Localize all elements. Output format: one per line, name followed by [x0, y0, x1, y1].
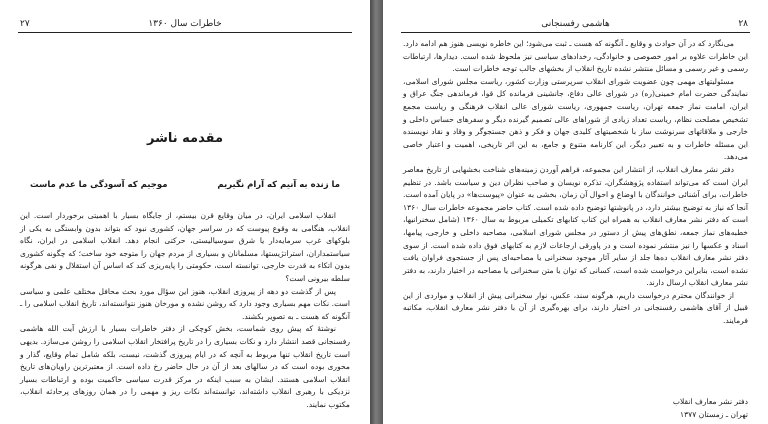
right-page-header	[401, 14, 750, 33]
poem-hemistich-1: ما زنده به آنیم که آرام نگیریم	[217, 180, 340, 190]
signature-place-date: تهران ـ زمستان ۱۳۷۷	[680, 410, 748, 419]
preface-title: مقدمه ناشر	[146, 131, 223, 146]
paragraph: می‌نگارد که در آن حوادث و وقایع ـ آنگونه که هست ـ ثبت می‌شود؛ این خاطره نویسی هنوز هم ادامه دارد. این خاطرات علاوه بر امور خصوصی و خانوادگی، رخدادهای سیاسی نیز ملحوظ شده است. دیدارها، ارتباطات رسمی و غیر رسمی و مسائل منتشر نشده تاریخ انقلاب از بخشهای جالب توجه خاطرات است.	[403, 39, 748, 74]
left-running-head: خاطرات سال ۱۳۶۰	[148, 19, 222, 29]
book-gutter	[370, 0, 383, 424]
left-page-header	[18, 14, 352, 33]
paragraph: نوشتهٔ که پیش روی شماست، بخش کوچکی از دفتر خاطرات بسیار با ارزش آیت الله هاشمی رفسنجانی قصد انتشار دارد و نکات بسیاری را در تاریخ پرافتخار انقلاب اسلامی را روشن می‌سازد. بدیهی است تاریخ انقلاب تنها مربوط به آنچه که در ایام پیروزی گذشت، نیست، بلکه شامل تمام وقایع، گذار و محوری بوده است که در سالهای بعد از آن در حال حاضر رخ داده است. از معتبرترین راویان‌های تاریخ انقلاب اسلامی هستند. ایشان به سبب اینکه در مرکز قدرت سیاسی حاکمیت بوده و ارتباطات بسیار نزدیکی با رهبری انقلاب داشته‌اند، توانسته‌اند نکات ریز و مهمی را در همان روزهای پرحادثه انقلاب، مکتوب نمایند.	[20, 324, 350, 409]
right-page-number: ۲۸	[738, 19, 748, 29]
paragraph: دفتر نشر معارف انقلاب، از انتشار این مجموعه، فراهم آوردن زمینه‌های شناخت بخشهایی از تاریخ معاصر ایران است که می‌تواند استفاده پژوهشگران، تذکره نویسان و صاحب نظران دین و سیاست باشد. در تنظیم خاطرات، برای آشنائی خوانندگان با اوضاع و احوال آن زمان، بخشی به عنوان «پیوست‌ها» در پایان آمده است. آنجا که نیاز به توضیح بیشتر دارد، در پانوشتها توضیح داده شده است. کتاب حاضر مجموعه خاطرات سال ۱۳۶۰ است که دفتر نشر معارف انقلاب به همراه این کتاب کتابهای تکمیلی مربوط به سال ۱۳۶۰ (شامل سخنرانیها، خطبه‌های نماز جمعه، نطق‌های پیش از دستور در مجلس شورای اسلامی، مصاحبه داخلی و خارجی، پیامها، اسناد و عکسها را نیز منتشر نموده است و در پاورقی ارجاعات لازم به کتابهای فوق داده شده است. از سوی دفتر نشر معارف انقلاب ده‌ها جلد از سایر آثار موجود سخنرانی یا مصاحبه‌ای پس از جستجوی فراوان یافت نشده است، بنابراین درخواست شده است، کسانی که توان یا متن سخنرانی یا مصاحبه در اختیار دارند، به دفتر نشر معارف انقلاب ارسال دارند.	[403, 164, 749, 288]
right-running-head: هاشمی رفسنجانی	[541, 19, 610, 29]
left-page	[0, 0, 370, 424]
paragraph: انقلاب اسلامی ایران، در میان وقایع قرن بیستم، از جایگاه بسیار با اهمیتی برخوردار است. این انقلاب، هنگامی به وقوع پیوست که در سراسر جهان، کشوری نبود که بتواند بدون وابستگی به یکی از بلوکهای غرب سرمایه‌دار یا شرق سوسیالیستی، حرکتی انجام دهد. انقلاب اسلامی در ایران، نگاه سیاستمداران، استراتژیستها، مسلمانان و بسیاری از مردم جهان را متوجه خود ساخت؛ که چگونه کشوری بدون اتکاء به قدرت خارجی، توانسته است، حکومتی را پایه‌ریزی کند که اساس آن استقلال و نفی هرگونه سلطه بیرونی است؟	[20, 211, 350, 283]
epigraph-poem	[30, 180, 340, 194]
left-page-number: ۲۷	[20, 19, 30, 29]
poem-hemistich-2: موجیم که آسودگی ما عدم ماست	[30, 180, 168, 190]
right-page	[383, 0, 768, 424]
right-body-text	[403, 38, 748, 328]
left-body-text	[20, 210, 350, 412]
paragraph: از خوانندگان محترم درخواست داریم، هرگونه سند، عکس، نوار سخنرانی پیش از انقلاب و مواردی از این قبیل از آقای هاشمی رفسنجانی در اختیار دارند، برای بهره‌گیری از آن با دفتر نشر معارف انقلاب، مکاتبه فرمایند.	[403, 290, 748, 326]
paragraph: مسئولیتهای مهمی چون عضویت شورای انقلاب سرپرستی وزارت کشور، ریاست مجلس شورای اسلامی، نمایندگی حضرت امام خمینی(ره) در شورای عالی دفاع، جانشینی فرمانده کل قوا، فرماندهی جنگ عراق و ایران، امامت نماز جمعه تهران، ریاست جمهوری، ریاست شورای عالی انقلاب فرهنگی و ریاست مجمع تشخیص مصلحت نظام، ریاست تعداد زیادی از شوراهای عالی تصمیم گیرنده دیگر و سفرهای حساس داخلی و خارجی و ملاقاتهای سرنوشت ساز با شخصیتهای کلیدی جهان و فکر و ذهن جستجوگر و وقاد و نقاد نویسنده این مسئله خاطرات و به تعبیر دیگر، این کارنامه متنوع و جامع، به این اثر تاریخی، اهمیت و اعتبار خاصی می‌دهد.	[403, 76, 748, 162]
publisher-signature: دفتر نشر معارف انقلاب	[672, 397, 748, 406]
paragraph: پس از گذشت دو دهه از پیروزی انقلاب، هنوز این سؤال مورد بحث محافل مختلف علمی و سیاسی است. نکات مهم بسیاری وجود دارد که روشن نشده و مورخان هنوز نتوانسته‌اند، تاریخ انقلاب اسلامی را ـ آنگونه که هست ـ به تصویر بکشند.	[20, 286, 350, 321]
